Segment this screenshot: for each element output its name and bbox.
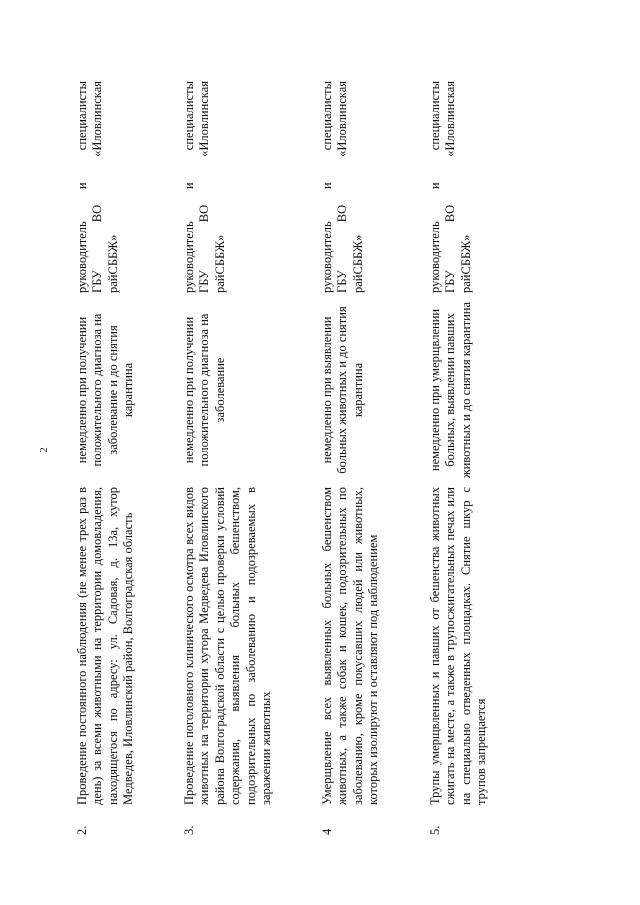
- resp-word: специалисты: [182, 81, 196, 151]
- row-number: 5.: [428, 825, 442, 835]
- resp-word: «Иловлинская: [90, 81, 105, 157]
- page-number: 2: [38, 447, 50, 453]
- resp-word: ГБУ: [443, 270, 458, 293]
- resp-word: ГБУ: [90, 270, 105, 293]
- row-number: 3.: [182, 825, 196, 835]
- resp-word: «Иловлинская: [443, 81, 458, 157]
- resp-word: руководитель: [182, 221, 196, 293]
- resp-word: райСББЖ»: [458, 234, 473, 293]
- term-text: немедленно при получении положительного диагноза на заболевание: [182, 313, 227, 467]
- resp-word: ВО: [90, 204, 105, 223]
- responsible-text: [75, 81, 121, 293]
- resp-word: райСББЖ»: [212, 234, 227, 293]
- resp-word: и: [182, 182, 196, 190]
- term-text: немедленно при умерщвлении больных, выявлении павших животных и до снятия карантина: [428, 301, 473, 479]
- resp-word: ГБУ: [197, 270, 212, 293]
- resp-word: руководитель: [428, 221, 442, 293]
- row-number: 2.: [75, 825, 89, 835]
- term-text: немедленно при выявлении больных животных и до снятия карантина: [320, 306, 365, 474]
- resp-word: и: [75, 182, 89, 190]
- resp-word: руководитель: [75, 221, 89, 293]
- resp-word: специалисты: [320, 81, 334, 151]
- resp-word: и: [320, 182, 334, 190]
- resp-word: специалисты: [75, 81, 89, 151]
- responsible-text: [428, 81, 474, 293]
- resp-word: «Иловлинская: [197, 81, 212, 157]
- resp-word: специалисты: [428, 81, 442, 151]
- responsible-text: [320, 81, 366, 293]
- action-text: Проведение постоянного наблюдения (не менее трех раз в день) за всеми животными на территории домовладения, находящегося по адресу: ул. Садовая, д. 13а, хутор Медведев, Иловлинский район, Волгоградская область: [75, 487, 136, 805]
- resp-word: райСББЖ»: [105, 234, 120, 293]
- action-text: Трупы умерщвленных и павших от бешенства животных сжигать на месте, а также в трупосжигательных печах или на специально отведенных площадках. Снятие шкур с трупов запрещается: [428, 487, 489, 805]
- resp-word: «Иловлинская: [335, 81, 350, 157]
- resp-word: и: [428, 182, 442, 190]
- resp-word: ВО: [443, 204, 458, 223]
- resp-word: ГБУ: [335, 270, 350, 293]
- resp-word: райСББЖ»: [350, 234, 365, 293]
- resp-word: ВО: [335, 204, 350, 223]
- action-text: Проведение поголовного клинического осмотра всех видов животных на территории хутора Медведева Иловлинского района Волгоградской области с целью проверки условий содержания, выявления больных бешенством, подозрительных по заболеванию и подозреваемых в заражении животных: [182, 487, 274, 805]
- resp-word: ВО: [197, 204, 212, 223]
- term-text: немедленно при получении положительного диагноза на заболевание и до снятия карантина: [75, 313, 136, 467]
- row-number: 4: [320, 828, 334, 835]
- responsible-text: [182, 81, 228, 293]
- action-text: Умерщвление всех выявленных больных бешенством животных, а также собак и кошек, подозрительных по заболеванию, кроме покусавших людей или животных, которых изолируют и оставляют под наблюдением: [320, 487, 381, 805]
- resp-word: руководитель: [320, 221, 334, 293]
